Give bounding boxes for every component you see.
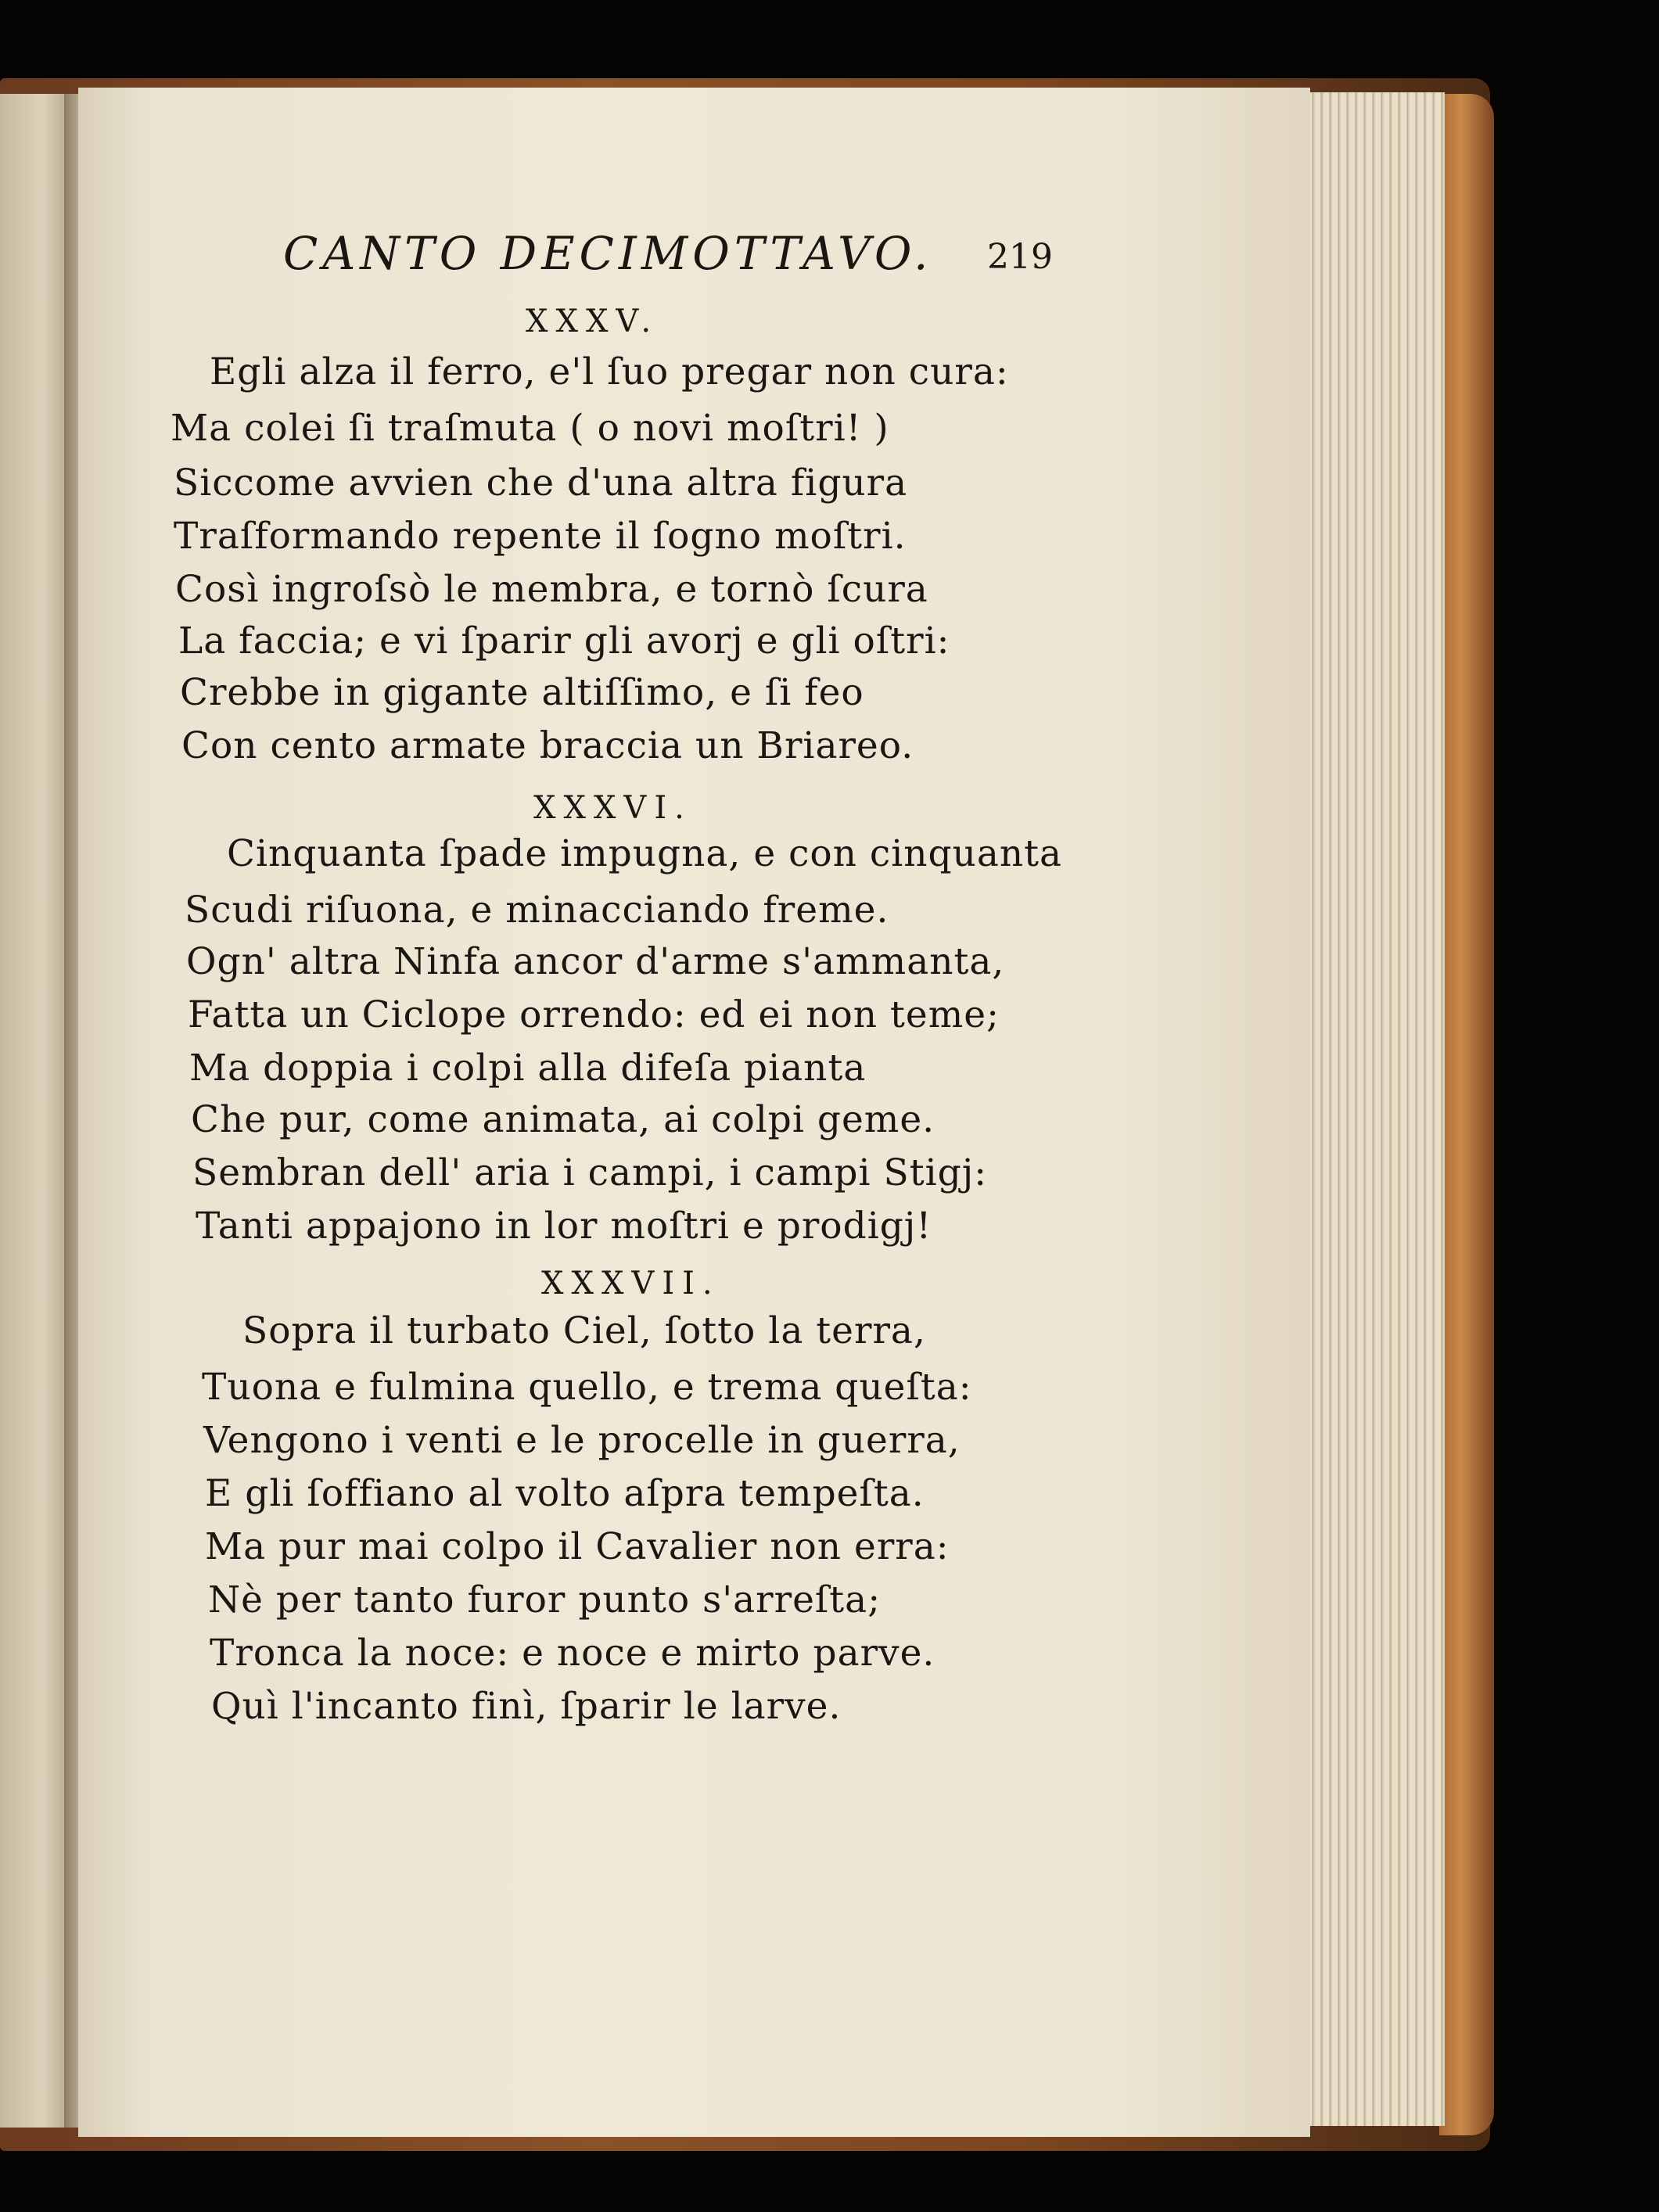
verse-line: Ogn' altra Ninfa ancor d'arme s'ammanta, xyxy=(186,940,1005,983)
verse-line: E gli ſoffiano al volto aſpra tempeſta. xyxy=(205,1472,925,1515)
verse-line: Ma pur mai colpo il Cavalier non erra: xyxy=(205,1525,950,1568)
running-title: CANTO DECIMOTTAVO. xyxy=(283,227,933,280)
verse-line: Crebbe in gigante altiſſimo, e ſi feo xyxy=(180,671,864,714)
verse-line: Siccome avvien che d'una altra figura xyxy=(174,461,908,505)
verse-line: Ma colei ſi traſmuta ( o novi moſtri! ) xyxy=(171,407,889,450)
verse-line: Sopra il turbato Ciel, ſotto la terra, xyxy=(242,1309,926,1352)
stanza-number: XXXVI. xyxy=(533,790,692,826)
verse-line: Quì l'incanto finì, ſparir le larve. xyxy=(211,1685,842,1728)
page-number: 219 xyxy=(987,237,1053,277)
stanza-number: XXXV. xyxy=(526,303,659,339)
verse-line: Scudi riſuona, e minacciando freme. xyxy=(185,889,889,932)
verse-line: Tuona e fulmina quello, e trema queſta: xyxy=(202,1366,972,1409)
verse-line: Vengono i venti e le procelle in guerra, xyxy=(203,1419,961,1462)
verse-line: Traſformando repente il ſogno moſtri. xyxy=(174,515,907,558)
stanza-number: XXXVII. xyxy=(541,1266,720,1302)
verse-line: Fatta un Ciclope orrendo: ed ei non teme; xyxy=(188,993,1000,1036)
verse-line: Tanti appajono in lor moſtri e prodigj! xyxy=(196,1205,932,1248)
facing-page-edge xyxy=(0,94,70,2128)
verse-line: Sembran dell' aria i campi, i campi Stigj: xyxy=(192,1151,988,1194)
verse-line: Ma doppia i colpi alla difeſa pianta xyxy=(189,1047,867,1090)
verse-line: Egli alza il ferro, e'l ſuo pregar non cura: xyxy=(210,350,1009,393)
verse-line: Che pur, come animata, ai colpi geme. xyxy=(191,1098,935,1141)
verse-line: Tronca la noce: e noce e mirto parve. xyxy=(210,1632,935,1675)
verse-line: Cinquanta ſpade impugna, e con cinquanta xyxy=(227,832,1063,875)
verse-line: Con cento armate braccia un Briareo. xyxy=(181,724,914,767)
page-edges xyxy=(1306,92,1445,2126)
cover-edge xyxy=(1439,94,1494,2135)
verse-line: Nè per tanto furor punto s'arreſta; xyxy=(208,1578,882,1621)
verse-line: Così ingroſsò le membra, e tornò ſcura xyxy=(175,568,928,611)
verse-line: La faccia; e vi ſparir gli avorj e gli oſtri: xyxy=(178,619,950,663)
